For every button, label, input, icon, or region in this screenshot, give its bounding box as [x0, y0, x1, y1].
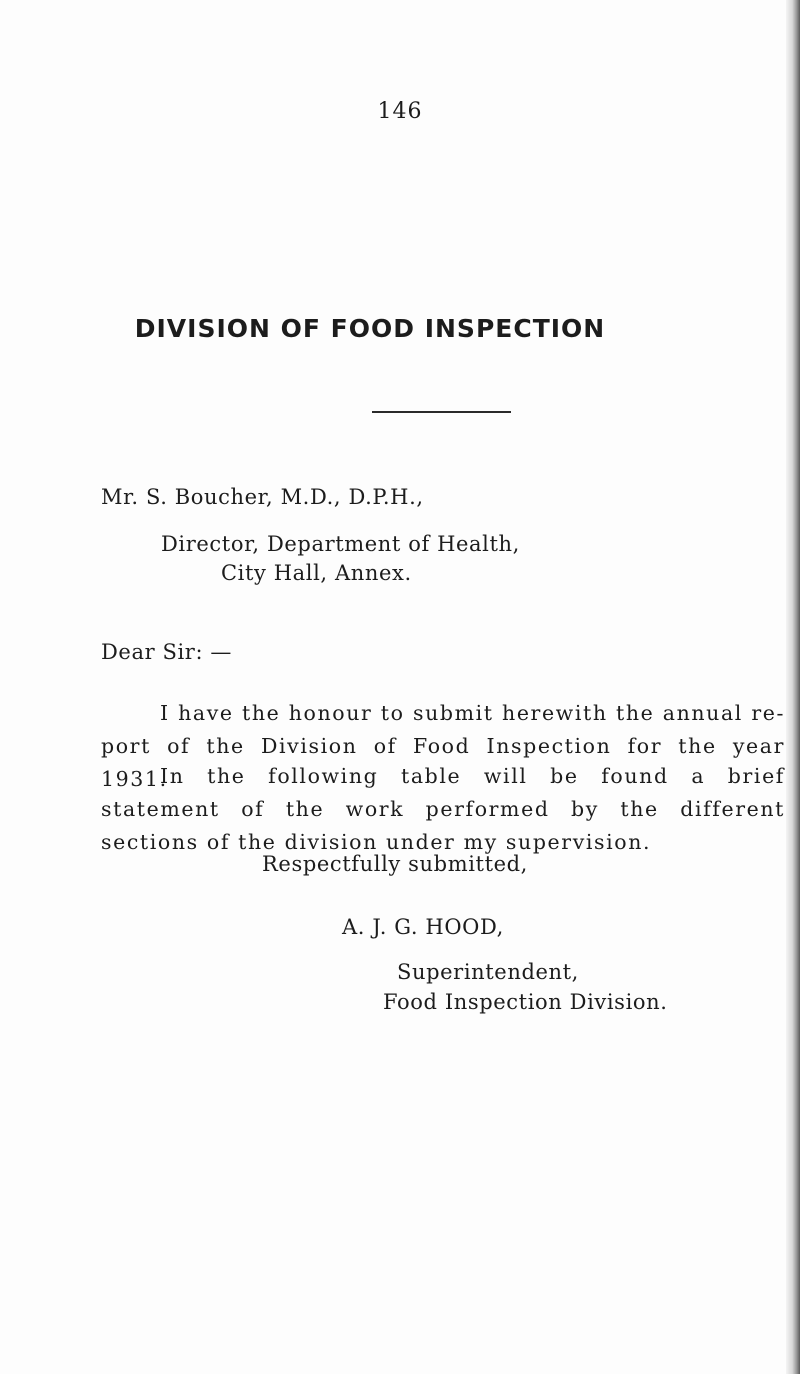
signature-title-line-1: Superintendent, [397, 960, 579, 984]
addressee-name: Mr. S. Boucher, M.D., D.P.H., [101, 485, 424, 509]
signature-title-line-2: Food Inspection Division. [383, 990, 668, 1014]
title-divider [372, 411, 511, 413]
salutation: Dear Sir: — [101, 640, 232, 664]
page-edge-shadow [786, 0, 800, 1374]
page-title: DIVISION OF FOOD INSPECTION [134, 314, 606, 343]
page-number: 146 [377, 99, 423, 124]
addressee-location: City Hall, Annex. [221, 561, 412, 585]
paragraph-2: In the following table will be found a brief statement of the work performed by the different sections of the division under my supervision. [101, 764, 785, 854]
signature-name: A. J. G. HOOD, [342, 915, 504, 939]
paragraph-1: I have the honour to submit herewith the annual re- port of the Division of Food Inspection for the year 1931. [101, 701, 785, 791]
closing: Respectfully submitted, [262, 852, 528, 876]
addressee-position: Director, Department of Health, [161, 532, 520, 556]
